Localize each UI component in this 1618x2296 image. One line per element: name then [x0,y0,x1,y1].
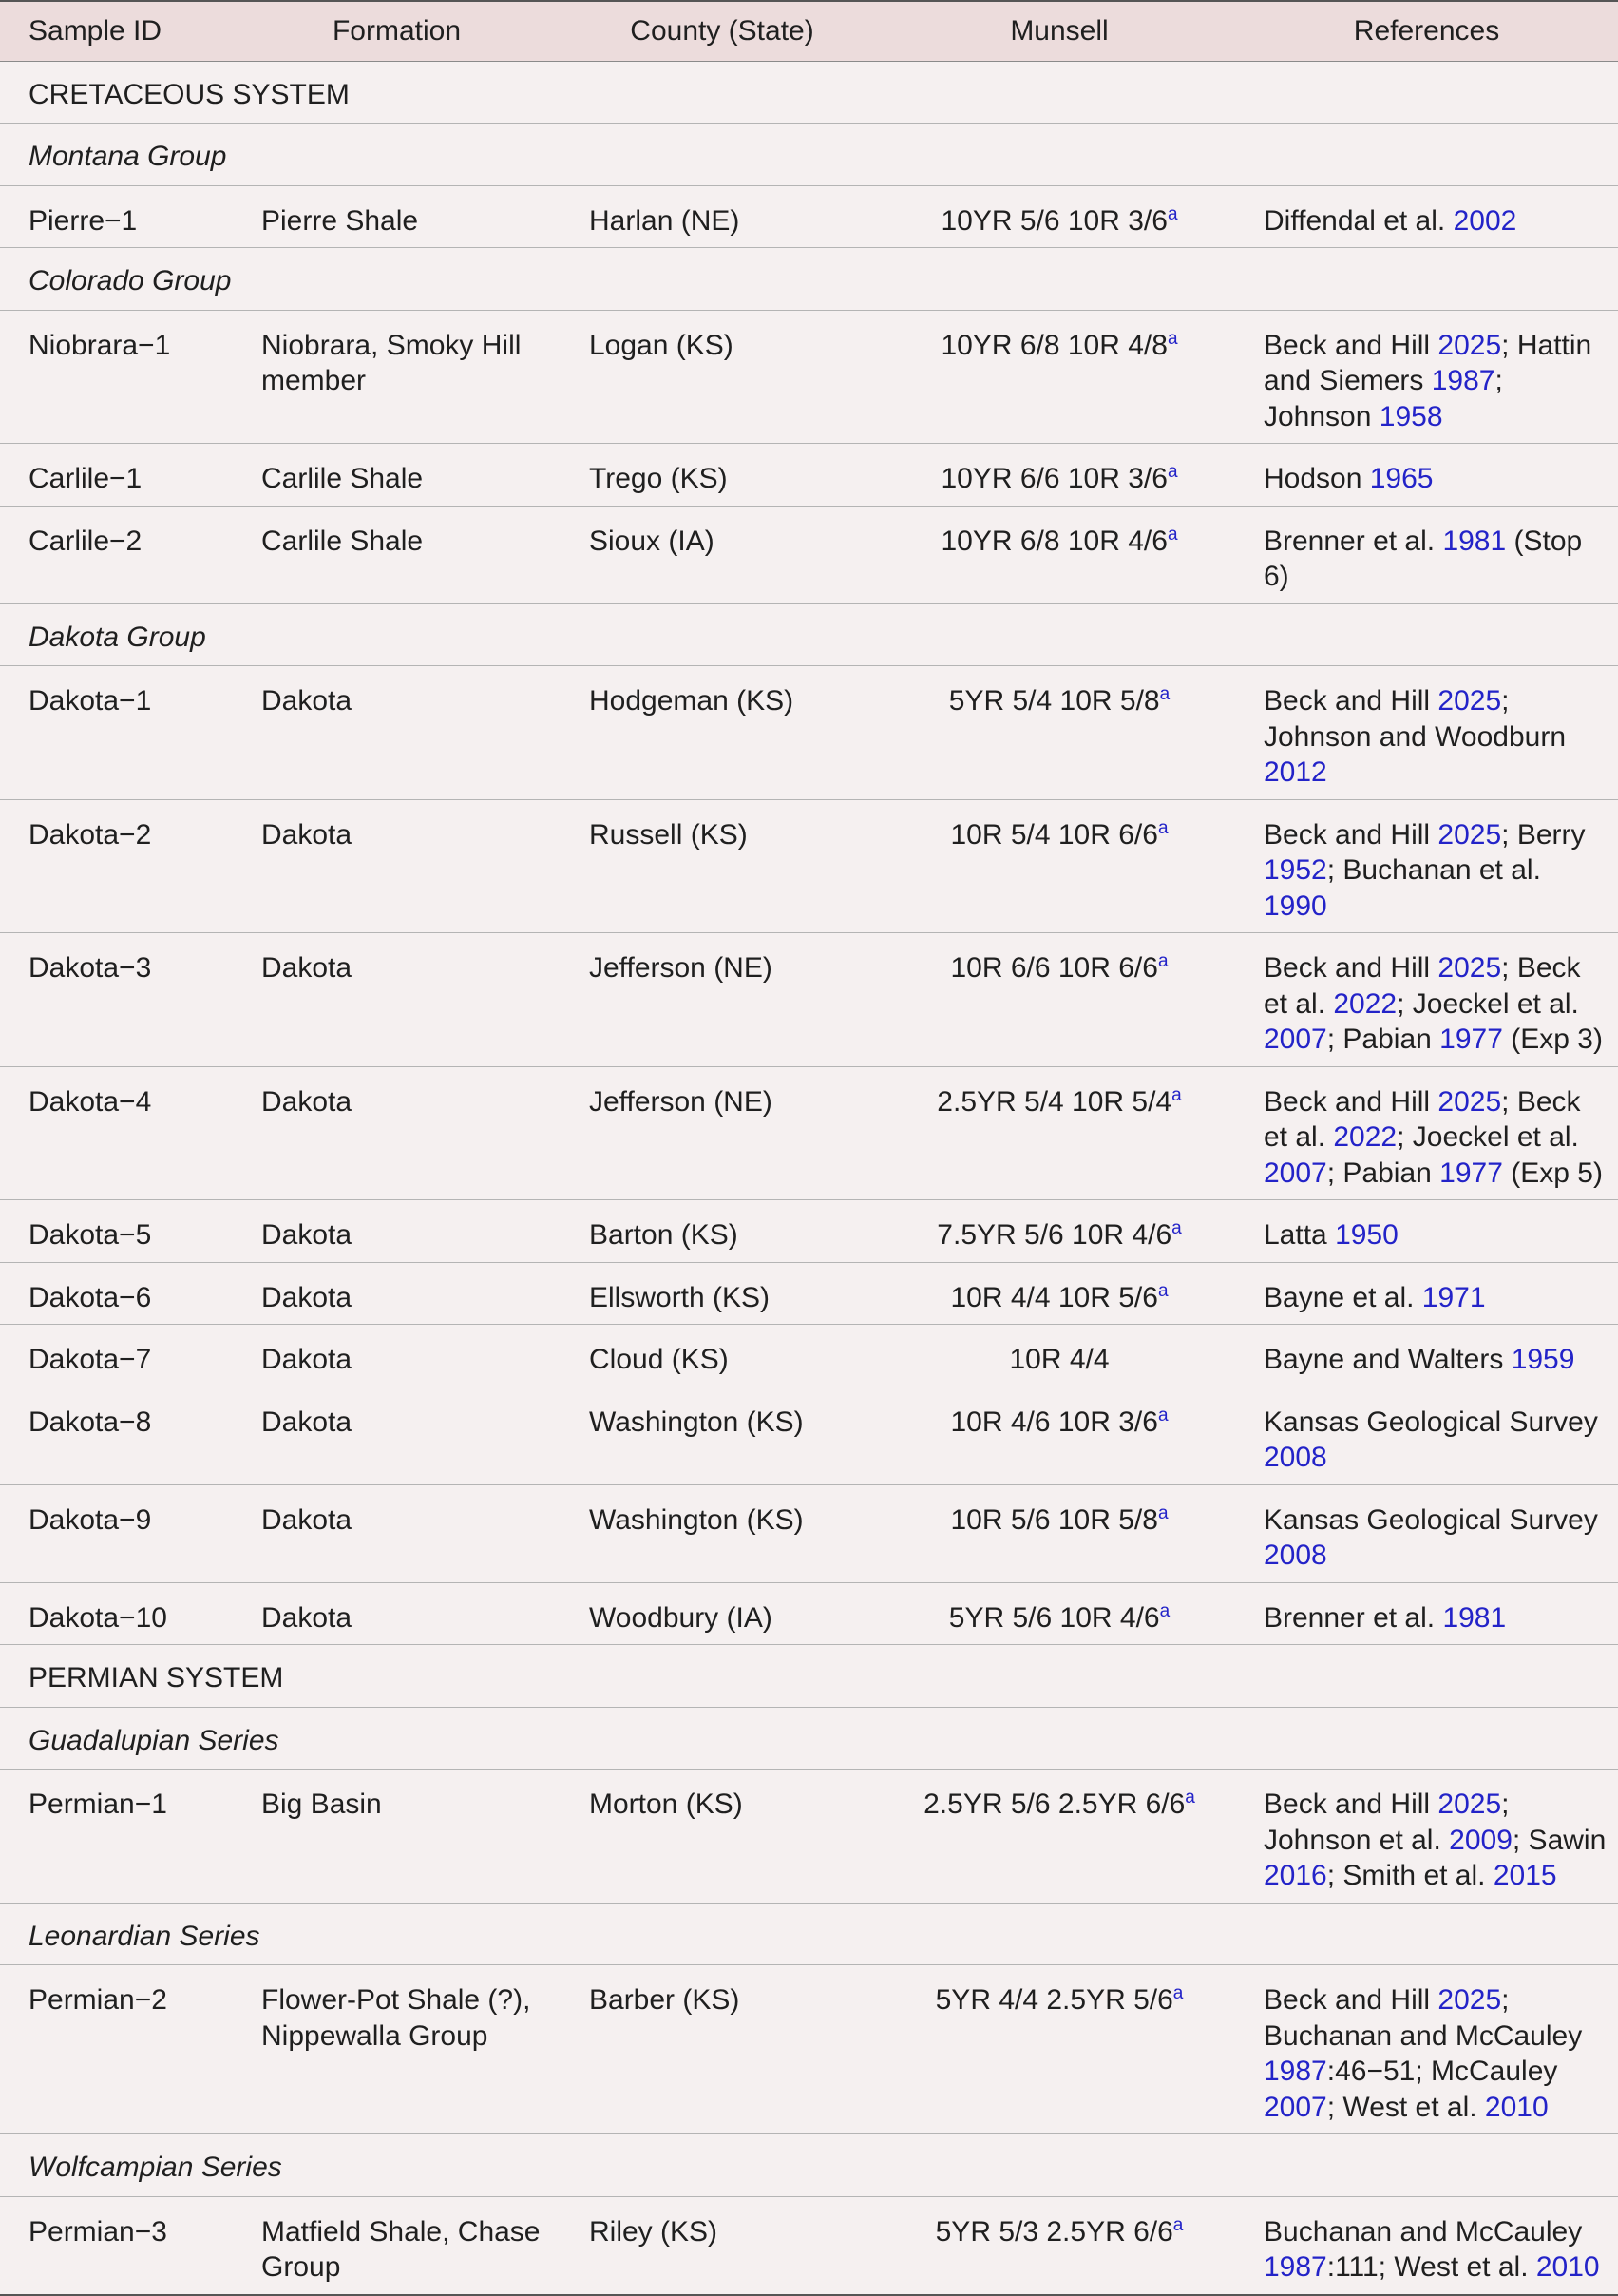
table-body [0,61,1618,2295]
references-cell [1235,1325,1618,1387]
formation-cell: Niobrara, Smoky Hill member [233,310,561,444]
group-row [0,124,1618,186]
reference-text: (Exp 3) [1502,1024,1603,1055]
munsell-cell [884,1200,1235,1263]
sample-id-cell: Carlile−2 [0,506,233,603]
header-munsell: Munsell [884,1,1235,61]
references-cell [1235,444,1618,507]
table-row [0,1582,1618,1645]
section-row [0,61,1618,124]
header-references: References [1235,1,1618,61]
table-row [0,1200,1618,1263]
sample-id-cell: Dakota−9 [0,1484,233,1582]
footnote-marker[interactable]: a [1167,524,1178,545]
reference-text: (Stop 6) [1264,525,1583,592]
reference-year-link[interactable]: 2025 [1437,685,1502,717]
county-cell: Russell (KS) [561,799,884,933]
header-county: County (State) [561,1,884,61]
munsell-value: 10YR 5/6 10R 3/6 [941,204,1168,237]
table-row [0,506,1618,603]
references-cell [1235,799,1618,933]
munsell-value: 10R 4/6 10R 3/6 [950,1406,1158,1438]
table-row [0,1387,1618,1484]
table-row [0,1325,1618,1387]
munsell-value: 10R 4/4 [1009,1344,1110,1375]
munsell-cell [884,1484,1235,1582]
reference-text: Bayne et al. [1264,1281,1422,1313]
table-row [0,185,1618,248]
formation-cell: Dakota [233,1325,561,1387]
table-row [0,444,1618,507]
munsell-cell [884,933,1235,1067]
reference-text: Beck and Hill [1264,1789,1438,1820]
reference-year-link[interactable]: 1952 [1264,854,1327,886]
reference-text: ; Hattin and Siemers [1264,329,1592,396]
reference-year-link[interactable]: 2015 [1493,1860,1557,1891]
reference-year-link[interactable]: 1990 [1264,890,1327,922]
reference-text: ; Pabian [1326,1024,1440,1055]
section-heading: CRETACEOUS SYSTEM [0,61,1618,124]
reference-year-link[interactable]: 1987 [1431,365,1495,396]
munsell-value: 10YR 6/8 10R 4/6 [941,525,1168,557]
references-cell [1235,1484,1618,1582]
sample-id-cell: Permian−1 [0,1770,233,1904]
reference-text: Beck and Hill [1264,818,1438,851]
munsell-value: 7.5YR 5/6 10R 4/6 [937,1219,1172,1251]
munsell-cell [884,666,1235,800]
reference-text: Beck and Hill [1264,685,1438,717]
munsell-value: 10R 5/4 10R 6/6 [950,818,1158,851]
munsell-value: 5YR 5/3 2.5YR 6/6 [935,2215,1173,2248]
references-cell [1235,1387,1618,1484]
reference-year-link[interactable]: 1981 [1442,1601,1507,1634]
munsell-cell [884,799,1235,933]
munsell-cell [884,1066,1235,1200]
group-heading: Dakota Group [0,603,1618,666]
table-row [0,1066,1618,1200]
reference-text: ; Smith et al. [1326,1860,1494,1891]
reference-text: Beck and Hill [1264,1984,1438,2016]
footnote-marker[interactable]: a [1167,328,1178,349]
sample-id-cell: Niobrara−1 [0,310,233,444]
reference-year-link[interactable]: 2025 [1437,1085,1502,1118]
formation-cell: Dakota [233,1387,561,1484]
reference-text: ; Beck et al. [1264,952,1581,1020]
reference-year-link[interactable]: 1958 [1379,400,1443,432]
footnote-marker[interactable]: a [1167,203,1178,224]
table-row [0,666,1618,800]
munsell-value: 5YR 4/4 2.5YR 5/6 [935,1984,1173,2016]
reference-text: Bayne and Walters [1264,1344,1512,1375]
sample-id-cell: Pierre−1 [0,185,233,248]
reference-text: ; Berry [1501,818,1586,851]
munsell-value: 10R 4/4 10R 5/6 [950,1281,1158,1313]
reference-text: Beck and Hill [1264,1085,1438,1118]
footnote-marker[interactable]: a [1157,1502,1169,1523]
reference-year-link[interactable]: 2008 [1264,1442,1327,1473]
county-cell: Trego (KS) [561,444,884,507]
formation-cell: Carlile Shale [233,444,561,507]
footnote-marker[interactable]: a [1171,1218,1182,1238]
reference-text: ; Johnson [1264,365,1503,432]
references-cell [1235,1066,1618,1200]
reference-text: ; Beck et al. [1264,1085,1581,1153]
munsell-cell [884,1965,1235,2134]
sample-id-cell: Dakota−8 [0,1387,233,1484]
munsell-cell [884,1582,1235,1645]
reference-year-link[interactable]: 2025 [1437,1789,1502,1820]
reference-year-link[interactable]: 2016 [1264,1860,1327,1891]
reference-text: (Exp 5) [1502,1157,1603,1189]
references-cell [1235,1965,1618,2134]
reference-text: Buchanan and McCauley [1264,2215,1583,2248]
reference-year-link[interactable]: 1959 [1511,1344,1575,1375]
munsell-cell [884,1262,1235,1325]
table-row [0,1770,1618,1904]
sample-id-cell: Dakota−1 [0,666,233,800]
reference-text: Brenner et al. [1264,525,1443,557]
reference-text: Brenner et al. [1264,1601,1443,1634]
formation-cell: Dakota [233,1200,561,1263]
reference-text: ; Joeckel et al. [1397,1121,1579,1153]
table-row [0,1484,1618,1582]
reference-text: Beck and Hill [1264,952,1438,984]
reference-text: :111; West et al. [1326,2251,1536,2283]
formation-cell: Dakota [233,933,561,1067]
reference-text: ; Buchanan et al. [1326,854,1541,886]
group-heading: Montana Group [0,124,1618,186]
references-cell [1235,2196,1618,2295]
reference-text: ; Joeckel et al. [1397,987,1579,1020]
reference-year-link[interactable]: 2022 [1333,987,1398,1020]
county-cell: Barber (KS) [561,1965,884,2134]
sample-id-cell: Dakota−6 [0,1262,233,1325]
footnote-marker[interactable]: a [1159,684,1171,704]
group-heading: Wolfcampian Series [0,2134,1618,2197]
header-formation: Formation [233,1,561,61]
sample-id-cell: Permian−3 [0,2196,233,2295]
references-cell [1235,933,1618,1067]
reference-year-link[interactable]: 1977 [1439,1157,1503,1189]
reference-year-link[interactable]: 2007 [1264,2091,1327,2123]
county-cell: Hodgeman (KS) [561,666,884,800]
county-cell: Sioux (IA) [561,506,884,603]
county-cell: Riley (KS) [561,2196,884,2295]
munsell-value: 10R 5/6 10R 5/8 [950,1503,1158,1536]
formation-cell: Matfield Shale, Chase Group [233,2196,561,2295]
county-cell: Washington (KS) [561,1387,884,1484]
reference-year-link[interactable]: 2008 [1264,1540,1327,1571]
table-row [0,2196,1618,2295]
reference-text: Beck and Hill [1264,329,1438,361]
county-cell: Washington (KS) [561,1484,884,1582]
sample-id-cell: Dakota−7 [0,1325,233,1387]
references-cell [1235,1262,1618,1325]
footnote-marker[interactable]: a [1157,817,1169,838]
county-cell: Ellsworth (KS) [561,1262,884,1325]
reference-year-link[interactable]: 2002 [1453,204,1517,237]
munsell-cell [884,310,1235,444]
reference-year-link[interactable]: 2007 [1264,1024,1327,1055]
table-row [0,799,1618,933]
group-row [0,1707,1618,1770]
reference-text: ; West et al. [1326,2091,1485,2123]
references-cell [1235,1200,1618,1263]
reference-year-link[interactable]: 2010 [1535,2251,1600,2283]
formation-cell: Dakota [233,799,561,933]
reference-year-link[interactable]: 2007 [1264,1157,1327,1189]
sample-id-cell: Dakota−5 [0,1200,233,1263]
munsell-cell [884,444,1235,507]
munsell-value: 10R 6/6 10R 6/6 [950,952,1158,984]
munsell-value: 2.5YR 5/6 2.5YR 6/6 [923,1789,1186,1820]
references-cell [1235,1770,1618,1904]
group-heading: Guadalupian Series [0,1707,1618,1770]
reference-text: ; Johnson and Woodburn [1264,685,1567,753]
county-cell: Woodbury (IA) [561,1582,884,1645]
reference-year-link[interactable]: 1971 [1421,1281,1486,1313]
references-cell [1235,185,1618,248]
reference-text: Diffendal et al. [1264,204,1454,237]
section-row [0,1645,1618,1708]
reference-text: :46−51; McCauley [1326,2056,1558,2087]
footnote-marker[interactable]: a [1157,951,1169,971]
footnote-marker[interactable]: a [1167,462,1178,482]
reference-text: ; Buchanan and McCauley [1264,1984,1583,2052]
munsell-value: 5YR 5/4 10R 5/8 [948,685,1160,717]
munsell-cell [884,506,1235,603]
group-heading: Leonardian Series [0,1903,1618,1965]
reference-year-link[interactable]: 1987 [1264,2251,1327,2283]
formation-cell: Carlile Shale [233,506,561,603]
table-header-row [0,1,1618,61]
sample-id-cell: Dakota−3 [0,933,233,1067]
footnote-marker[interactable]: a [1171,1084,1182,1105]
munsell-value: 10YR 6/8 10R 4/8 [941,329,1168,361]
reference-text: Kansas Geological Survey [1264,1406,1598,1438]
reference-year-link[interactable]: 2025 [1437,1984,1502,2016]
reference-year-link[interactable]: 2025 [1437,329,1502,361]
formation-cell: Big Basin [233,1770,561,1904]
reference-year-link[interactable]: 2025 [1437,818,1502,851]
munsell-cell [884,1387,1235,1484]
footnote-marker[interactable]: a [1157,1280,1169,1301]
county-cell: Logan (KS) [561,310,884,444]
county-cell: Cloud (KS) [561,1325,884,1387]
reference-year-link[interactable]: 1981 [1442,525,1507,557]
reference-text: ; Johnson et al. [1264,1789,1510,1856]
formation-cell: Dakota [233,1066,561,1200]
table-row [0,933,1618,1067]
group-heading: Colorado Group [0,248,1618,311]
footnote-marker[interactable]: a [1172,1983,1184,2003]
reference-year-link[interactable]: 1965 [1369,463,1434,494]
reference-text: Kansas Geological Survey [1264,1503,1598,1536]
munsell-cell [884,1770,1235,1904]
sample-id-cell: Dakota−10 [0,1582,233,1645]
formation-cell: Dakota [233,666,561,800]
reference-year-link[interactable]: 2009 [1449,1824,1513,1856]
references-cell [1235,310,1618,444]
group-row [0,603,1618,666]
table-row [0,310,1618,444]
references-cell [1235,1582,1618,1645]
sample-id-cell: Dakota−2 [0,799,233,933]
reference-text: ; Sawin [1512,1824,1607,1856]
county-cell: Jefferson (NE) [561,1066,884,1200]
table-row [0,1965,1618,2134]
group-row [0,2134,1618,2197]
reference-year-link[interactable]: 2012 [1264,756,1327,788]
reference-year-link[interactable]: 2025 [1437,952,1502,984]
footnote-marker[interactable]: a [1157,1405,1169,1425]
table-row [0,1262,1618,1325]
reference-text: Latta [1264,1219,1336,1251]
county-cell: Harlan (NE) [561,185,884,248]
group-row [0,248,1618,311]
reference-year-link[interactable]: 1950 [1335,1219,1399,1251]
reference-text: ; Pabian [1326,1157,1440,1189]
county-cell: Jefferson (NE) [561,933,884,1067]
formation-cell: Dakota [233,1582,561,1645]
sample-id-cell: Dakota−4 [0,1066,233,1200]
formation-cell: Dakota [233,1262,561,1325]
references-cell [1235,506,1618,603]
footnote-marker[interactable]: a [1159,1600,1171,1621]
county-cell: Morton (KS) [561,1770,884,1904]
reference-text: Hodson [1264,463,1370,494]
sample-id-cell: Permian−2 [0,1965,233,2134]
munsell-cell [884,185,1235,248]
munsell-cell [884,1325,1235,1387]
munsell-value: 10YR 6/6 10R 3/6 [941,463,1168,494]
munsell-value: 2.5YR 5/4 10R 5/4 [937,1085,1172,1118]
footnote-marker[interactable]: a [1172,2214,1184,2235]
county-cell: Barton (KS) [561,1200,884,1263]
munsell-value: 5YR 5/6 10R 4/6 [948,1601,1160,1634]
section-heading: PERMIAN SYSTEM [0,1645,1618,1708]
formation-cell: Pierre Shale [233,185,561,248]
reference-year-link[interactable]: 1977 [1439,1024,1503,1055]
reference-year-link[interactable]: 2022 [1333,1121,1398,1153]
munsell-cell [884,2196,1235,2295]
reference-year-link[interactable]: 2010 [1484,2091,1549,2123]
footnote-marker[interactable]: a [1185,1788,1195,1808]
formation-cell: Flower-Pot Shale (?), Nippewalla Group [233,1965,561,2134]
sample-id-cell: Carlile−1 [0,444,233,507]
references-cell [1235,666,1618,800]
group-row [0,1903,1618,1965]
header-sample-id: Sample ID [0,1,233,61]
formation-cell: Dakota [233,1484,561,1582]
reference-year-link[interactable]: 1987 [1264,2056,1327,2087]
